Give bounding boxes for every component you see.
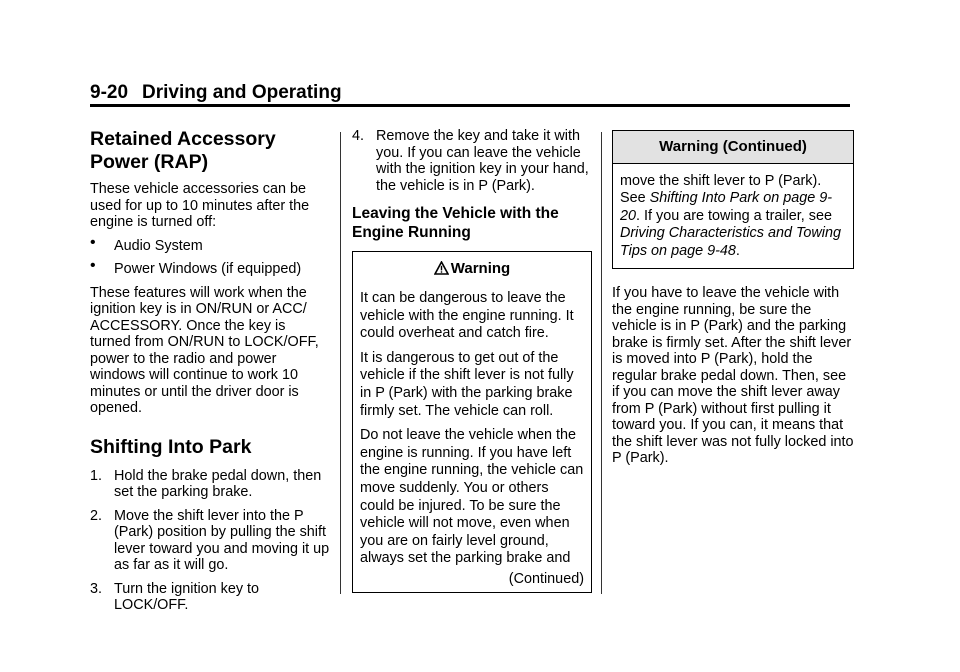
bullet-item xyxy=(90,257,330,278)
rap-body: These features will work when the ignition key is in ON/RUN or ACC/ ACCESSORY. Once the key is turned from ON/RUN to LOCK/OFF, power to the radio and power windows will continue to work 10 minutes or until the driver door is opened. xyxy=(90,284,319,416)
bullet-icon: • xyxy=(90,257,96,274)
step-text: Move the shift lever into the P (Park) position by pulling the shift lever toward you and moving it up as far as it will go. xyxy=(114,507,330,573)
warning-header xyxy=(353,252,591,287)
cross-reference-link[interactable]: Driving Characteristics and Towing Tips on page 9-48 xyxy=(620,225,842,259)
warning-continued-body xyxy=(613,164,853,269)
warning-paragraph: Do not leave the vehicle when the engine is running. If you have left the engine running, the vehicle can move suddenly. You or others could be injured. To be sure the vehicle will not move, even when you are on fairly level ground, always set the parking brake and xyxy=(360,427,584,567)
step-item xyxy=(90,508,330,574)
bullet-text: Audio System xyxy=(114,237,203,254)
step-number: 4. xyxy=(352,128,365,144)
park-heading: Shifting Into Park xyxy=(90,435,252,458)
warning-triangle-icon xyxy=(434,261,449,275)
header-rule xyxy=(90,104,850,107)
rap-intro: These vehicle accessories can be used for up to 10 minutes after the engine is turned off: xyxy=(90,181,310,230)
page-number: 9-20 xyxy=(90,82,129,103)
warning-continued-paragraph xyxy=(620,173,846,261)
leaving-body: If you have to leave the vehicle with the engine running, be sure the vehicle is in P (Park) and the parking brake is firmly set. After the shift lever is moved into P (Park), hold the regular brake pedal down. Then, see if you can move the shift lever away from P (Park) without first pulling it toward you. If you can, it means that the shift lever was not fully locked into P (Park). xyxy=(612,285,854,467)
section-title: Driving and Operating xyxy=(142,82,342,103)
step-text: Turn the ignition key to LOCK/OFF. xyxy=(114,580,260,613)
step-item xyxy=(90,581,330,614)
cross-reference-link[interactable]: Shifting Into Park on page 9-20 xyxy=(620,190,833,224)
warning-continued-box xyxy=(612,130,854,269)
warning-text: move the shift lever to P (Park). See xyxy=(620,172,822,207)
warning-paragraph: It can be dangerous to leave the vehicle with the engine running. It could overheat and catch fire. xyxy=(360,290,574,342)
step-item xyxy=(90,468,330,501)
continued-label: (Continued) xyxy=(508,570,584,587)
column-divider xyxy=(340,132,341,594)
page-header xyxy=(90,82,342,104)
warning-title: Warning xyxy=(450,260,511,277)
step-number: 3. xyxy=(90,580,103,597)
step-number: 1. xyxy=(90,467,103,484)
rap-heading: Retained Accessory Power (RAP) xyxy=(90,128,276,173)
step-text: Hold the brake pedal down, then set the parking brake. xyxy=(114,467,322,500)
warning-box xyxy=(352,251,592,593)
column-2 xyxy=(352,128,592,593)
warning-continued-header: Warning (Continued) xyxy=(613,131,853,164)
warning-paragraph: It is dangerous to get out of the vehicle if the shift lever is not fully in P (Park) with the parking brake firmly set. The vehicle can roll. xyxy=(360,349,574,419)
column-1 xyxy=(90,128,330,621)
warning-text: . xyxy=(735,242,740,259)
bullet-icon: • xyxy=(90,233,96,251)
warning-text: . If you are towing a trailer, see xyxy=(636,207,832,224)
column-divider xyxy=(601,132,602,594)
warning-body xyxy=(353,287,591,592)
bullet-item xyxy=(90,233,330,255)
step-text: Remove the key and take it with you. If you can leave the vehicle with the ignition key in your hand, the vehicle is in P (Park). xyxy=(376,128,589,194)
leaving-heading: Leaving the Vehicle with the Engine Running xyxy=(352,205,559,241)
bullet-text: Power Windows (if equipped) xyxy=(114,261,302,277)
step-number: 2. xyxy=(90,507,103,524)
column-3 xyxy=(612,130,854,474)
step-item xyxy=(352,128,592,194)
